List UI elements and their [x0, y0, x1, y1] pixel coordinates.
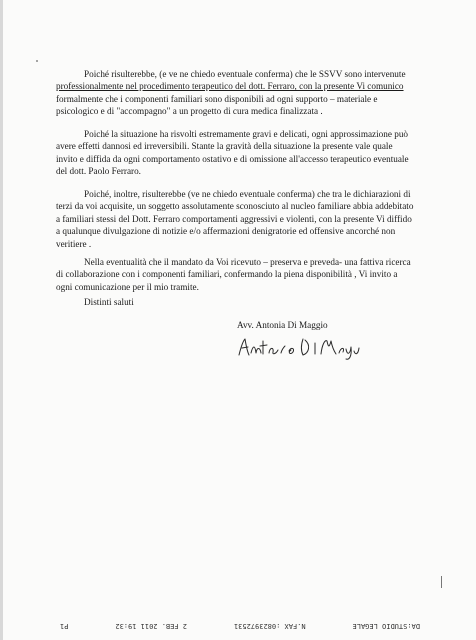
text-line: professionalmente nel procedimento terapeutico del dott. Ferraro, con la presente Vi comunico [56, 81, 404, 92]
paragraph-3 [56, 188, 414, 250]
fax-number: N.FAX :0823972531 [233, 622, 306, 630]
fax-header [60, 618, 420, 630]
paragraph-4 [56, 256, 414, 293]
text-line: invito e diffida da ogni comportamento ostativo e di omissione all'accesso terapeutico eventuale [56, 153, 409, 164]
fax-timestamp: 2 FEB. 2011 19:32 [115, 622, 188, 630]
paragraph-1 [56, 68, 414, 118]
text-line: psicologico e di "accompagno" a un progetto di cura medica finalizzata . [56, 106, 323, 117]
closing [84, 296, 134, 308]
fax-page: P1 [60, 622, 69, 630]
text-line: veritiere . [56, 238, 92, 249]
text-line: ogni comunicazione per il mio tramite. [56, 281, 199, 292]
scan-speck [36, 60, 38, 62]
text-line: del dott. Paolo Ferraro. [56, 166, 141, 177]
margin-mark [441, 576, 442, 588]
text-line: Poiché la situazione ha risvolti estremamente gravi e delicati, ogni approssimazione può [84, 129, 409, 139]
text-line: Poiché risulterebbe, (e ve ne chiedo eventuale conferma) che le SSVV sono intervenute [84, 69, 406, 79]
text-line: di collaborazione con i componenti familiari, confermando la piena disponibilità , Vi invito a [56, 269, 398, 280]
closing-text: Distinti saluti [84, 297, 134, 307]
fax-sender: DA:STUDIO LEGALE [352, 622, 420, 630]
signatory-name: Avv. Antonia Di Maggio [237, 320, 328, 330]
paragraph-2 [56, 128, 414, 178]
text-line: formalmente che i componenti familiari sono disponibili ad ogni supporto – materiale e [56, 93, 378, 104]
text-line: a familiari stessi del Dott. Ferraro comportamenti aggressivi e violenti, con la presente Vi diffido [56, 213, 412, 224]
text-line: Poiché, inoltre, risulterebbe (ve ne chiedo eventuale conferma) che tra le dichiarazioni di [84, 189, 411, 199]
text-line: avere effetti dannosi ed irreversibili. Stante la gravità della situazione la presente vale quale [56, 141, 393, 152]
text-line: terzi da voi acquisite, un soggetto assolutamente sconosciuto al nucleo familiare abbia addebitato [56, 201, 414, 212]
text-line: Nella eventualità che il mandato da Voi ricevuto – preserva e preveda- una fattiva ricerca [84, 257, 411, 267]
text-line: a qualunque divulgazione di notizie e/o affermazioni denigratorie ed offensive ancorché non [56, 226, 396, 237]
page-edge [0, 0, 3, 640]
handwritten-signature [233, 333, 363, 361]
